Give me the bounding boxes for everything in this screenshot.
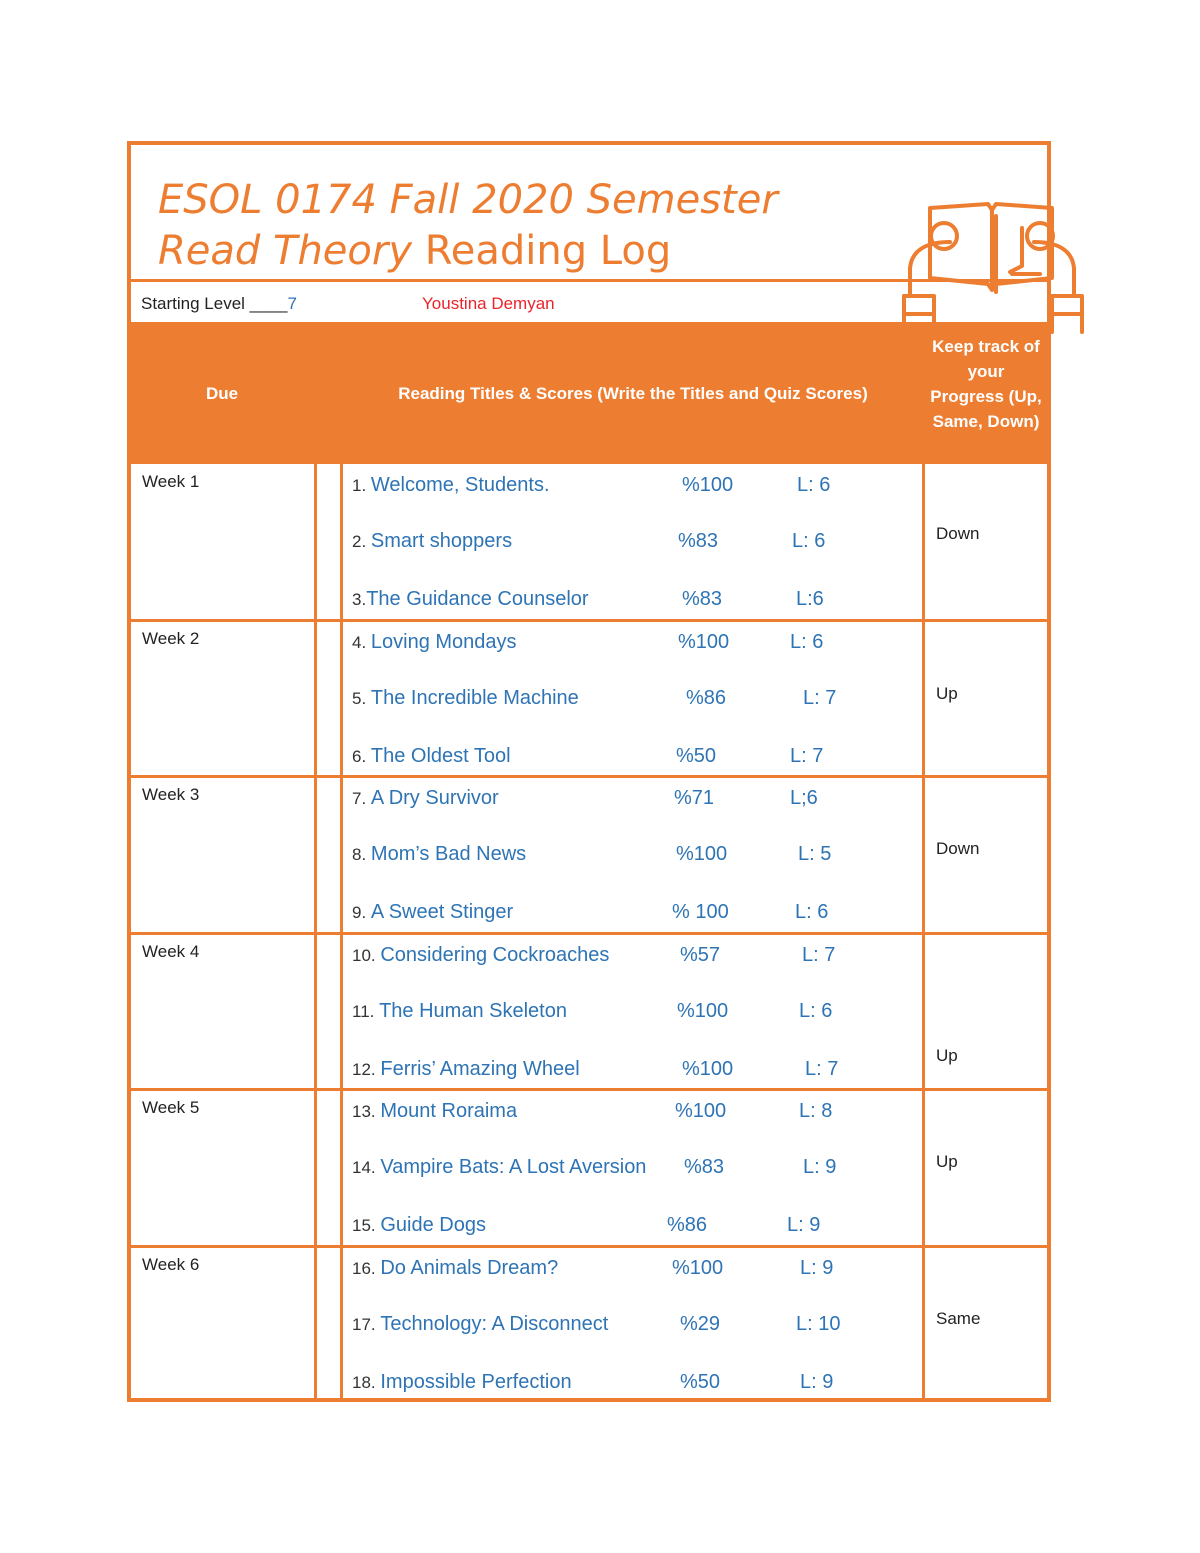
entry-title: The Human Skeleton [379, 999, 567, 1022]
header-titles: Reading Titles & Scores (Write the Titles and Quiz Scores) [398, 384, 868, 403]
entry-level: L: 9 [800, 1256, 834, 1279]
entry-score: %100 [675, 1100, 727, 1122]
reading-entry [352, 843, 912, 869]
entry-level: L: 10 [796, 1312, 841, 1335]
entry-title: A Sweet Stinger [370, 901, 514, 923]
reading-entry [352, 588, 912, 614]
entry-level: L: 9 [787, 1214, 821, 1236]
entry-number: 9. [352, 903, 371, 922]
entry-level: L;6 [790, 787, 818, 809]
week-label: Week 6 [142, 1254, 200, 1274]
entry-number: 12. [352, 1059, 381, 1079]
entry-title: The Oldest Tool [370, 744, 511, 767]
entry-score: %100 [682, 474, 734, 496]
title-site-name: Read Theory [158, 228, 413, 274]
reading-entry [352, 631, 912, 657]
row-divider [129, 932, 1047, 935]
entry-title: Ferris’ Amazing Wheel [380, 1057, 580, 1080]
progress-value: Same [936, 1308, 981, 1328]
entry-level: L:6 [796, 588, 824, 610]
entry-score: %50 [680, 1370, 721, 1393]
entry-title: Welcome, Students. [370, 474, 550, 496]
week-label: Week 1 [142, 472, 200, 491]
progress-value: Down [936, 839, 980, 858]
log-title-line1: ESOL 0174 Fall 2020 Semester [158, 177, 778, 223]
entry-score: %100 [678, 630, 730, 653]
entry-title: Smart shoppers [370, 530, 513, 552]
entry-level: L: 6 [792, 530, 826, 552]
entry-level: L: 6 [799, 999, 833, 1022]
reading-entry [352, 1100, 912, 1126]
starting-level-value: 7 [287, 294, 297, 313]
entry-level: L: 7 [805, 1057, 839, 1080]
reading-entry [352, 745, 912, 771]
entry-level: L: 9 [800, 1370, 834, 1393]
reading-entry [352, 1156, 912, 1182]
entry-score: %50 [676, 744, 717, 767]
entry-level: L: 8 [799, 1100, 833, 1122]
reading-entry [352, 1214, 912, 1240]
entry-score: %83 [682, 588, 723, 610]
entry-level: L: 7 [790, 744, 824, 767]
week-label: Week 5 [142, 1098, 200, 1117]
entry-title: Mom’s Bad News [370, 843, 527, 865]
entry-score: %71 [674, 787, 715, 809]
entry-number: 7. [352, 789, 371, 808]
reading-entry [352, 787, 912, 813]
reading-entry [352, 1313, 912, 1339]
title-log-name: Reading Log [412, 228, 672, 274]
progress-value: Up [936, 683, 958, 703]
col-separator-due [314, 322, 317, 1398]
entry-number: 10. [352, 945, 381, 965]
header-due: Due [205, 384, 239, 403]
entry-number: 18. [352, 1372, 381, 1392]
entry-score: %86 [667, 1214, 708, 1236]
row-divider [129, 1088, 1047, 1091]
entry-score: %29 [680, 1312, 721, 1335]
reading-entry [352, 1257, 912, 1283]
entry-number: 5. [352, 688, 371, 708]
entry-level: L: 6 [797, 474, 831, 496]
entry-number: 17. [352, 1314, 381, 1334]
entry-score: %83 [684, 1156, 725, 1178]
entry-number: 13. [352, 1102, 381, 1121]
header-progress: Keep track of your Progress (Up, Same, Down) [930, 337, 1042, 431]
entry-title: Guide Dogs [380, 1214, 486, 1236]
reading-person-icon [900, 196, 1086, 336]
entry-number: 16. [352, 1258, 381, 1278]
reading-entry [352, 1058, 912, 1084]
entry-level: L: 7 [803, 686, 837, 709]
reading-entry [352, 687, 912, 713]
student-name: Youstina Demyan [422, 294, 555, 313]
entry-number: 14. [352, 1158, 381, 1177]
week-label: Week 3 [142, 785, 200, 804]
entry-number: 8. [352, 845, 371, 864]
entry-title: Mount Roraima [380, 1100, 518, 1122]
col-separator-progress [922, 322, 925, 1398]
entry-score: %86 [686, 686, 727, 709]
entry-number: 11. [352, 1001, 380, 1021]
entry-title: The Incredible Machine [370, 686, 579, 709]
row-divider [129, 1245, 1047, 1248]
entry-title: Impossible Perfection [380, 1370, 572, 1393]
entry-title: Considering Cockroaches [380, 943, 610, 966]
entry-score: %100 [677, 999, 729, 1022]
entry-number: 1. [352, 476, 371, 495]
entry-number: 4. [352, 632, 371, 652]
entry-number: 6. [352, 746, 371, 766]
entry-title: The Guidance Counselor [366, 588, 589, 610]
entry-score: %83 [678, 530, 719, 552]
reading-entry [352, 530, 912, 556]
row-divider [129, 619, 1047, 622]
starting-level [141, 294, 297, 314]
entry-level: L: 9 [803, 1156, 837, 1178]
entry-score: %57 [680, 943, 721, 966]
entry-score: % 100 [672, 901, 729, 923]
starting-level-label: Starting Level ____ [141, 294, 288, 313]
entry-title: Technology: A Disconnect [380, 1312, 609, 1335]
row-divider [129, 775, 1047, 778]
reading-entry [352, 944, 912, 970]
week-label: Week 4 [142, 941, 200, 961]
entry-title: Do Animals Dream? [380, 1256, 559, 1279]
entry-score: %100 [676, 843, 728, 865]
reading-entry [352, 1371, 912, 1397]
entry-level: L: 6 [790, 630, 824, 653]
entry-score: %100 [672, 1256, 724, 1279]
col-separator-titles [340, 322, 343, 1398]
progress-value: Up [936, 1152, 958, 1171]
log-title-line2 [158, 227, 671, 275]
entry-title: Loving Mondays [370, 630, 517, 653]
entry-level: L: 6 [795, 901, 829, 923]
entry-level: L: 7 [802, 943, 836, 966]
entry-level: L: 5 [798, 843, 832, 865]
reading-entry [352, 1000, 912, 1026]
reading-entry [352, 901, 912, 927]
entry-number: 15. [352, 1216, 381, 1235]
progress-value: Down [936, 524, 980, 543]
entry-title: Vampire Bats: A Lost Aversion [380, 1156, 647, 1178]
entry-score: %100 [682, 1057, 734, 1080]
week-label: Week 2 [142, 628, 200, 648]
reading-entry [352, 474, 912, 500]
entry-title: A Dry Survivor [370, 787, 499, 809]
entry-number: 2. [352, 532, 371, 551]
entry-number: 3. [352, 590, 367, 609]
progress-value: Up [936, 1045, 958, 1065]
